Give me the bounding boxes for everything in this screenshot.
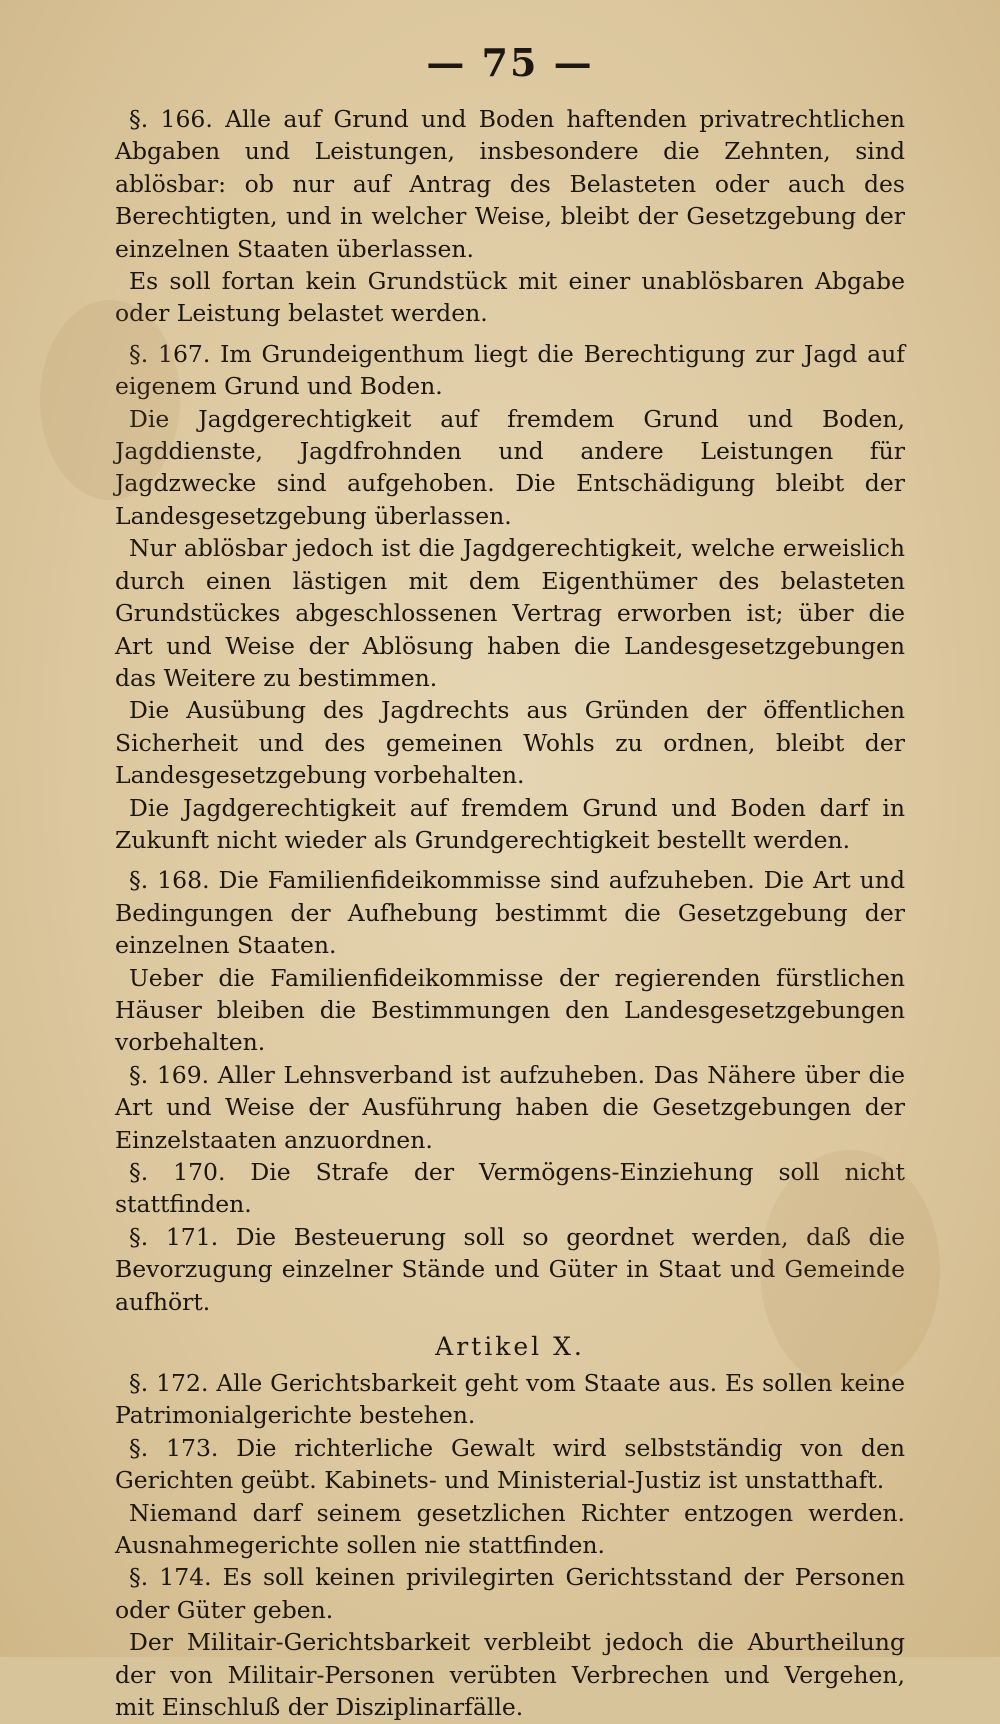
paragraph-173-judge: Niemand darf seinem gesetzlichen Richter entzogen werden. Ausnahmegerichte sollen nie stattfinden. (115, 1498, 905, 1560)
paragraph-167-hunting: Die Jagdgerechtigkeit auf fremdem Grund und Boden, Jagddienste, Jagdfrohnden und andere Leistungen für Jagdzwecke sind aufgehoben. Die Entschädigung bleibt der Landesgesetzgebung überlassen. (115, 404, 905, 530)
paragraph-167-exercise: Die Ausübung des Jagdrechts aus Gründen der öffentlichen Sicherheit und des gemeinen Wohls zu ordnen, bleibt der Landesgesetzgebung vorbehalten. (115, 696, 905, 790)
paragraph-166-cont: Es soll fortan kein Grundstück mit einer unablösbaren Abgabe oder Leistung belastet werden. (115, 267, 905, 328)
paragraph-172: §. 172. Alle Gerichtsbarkeit geht vom Staate aus. Es sollen keine Patrimonialgerichte bestehen. (115, 1369, 905, 1430)
paragraph-168: §. 168. Die Familienfideikommisse sind aufzuheben. Die Art und Bedingungen der Aufhebung bestimmt die Gesetzgebung der einzelnen Staaten. (115, 866, 905, 960)
paragraph-167-redeemable: Nur ablösbar jedoch ist die Jagdgerechtigkeit, welche erweislich durch einen lästigen mit dem Eigenthümer des belasteten Grundstückes abgeschlossenen Vertrag erworben ist; über die Art und Weise der Ablösung haben die Landesgesetzgebungen das Weitere zu bestimmen. (115, 534, 905, 692)
paragraph-168-houses: Ueber die Familienfideikommisse der regierenden fürstlichen Häuser bleiben die Bestimmungen den Landesgesetzgebungen vorbehalten. (115, 963, 905, 1057)
paragraph-173: §. 173. Die richterliche Gewalt wird selbstständig von den Gerichten geübt. Kabinets- und Ministerial-Justiz ist unstatthaft. (115, 1433, 905, 1495)
page-number: — 75 — (426, 40, 594, 85)
paragraph-174: §. 174. Es soll keinen privilegirten Gerichtsstand der Personen oder Güter geben. (115, 1563, 905, 1624)
paragraph-174-military: Der Militair-Gerichtsbarkeit verbleibt jedoch die Aburtheilung der von Militair-Personen verübten Verbrechen und Vergehen, mit Einschluß der Disziplinarfälle. (115, 1628, 905, 1722)
article-heading: Artikel X. (435, 1332, 585, 1362)
paragraph-171: §. 171. Die Besteuerung soll so geordnet werden, daß die Bevorzugung einzelner Stände und Güter in Staat und Gemeinde aufhört. (115, 1222, 905, 1316)
paragraph-167: §. 167. Im Grundeigenthum liegt die Berechtigung zur Jagd auf eigenem Grund und Boden. (115, 339, 905, 401)
paragraph-167-future: Die Jagdgerechtigkeit auf fremdem Grund und Boden darf in Zukunft nicht wieder als Grundgerechtigkeit bestellt werden. (115, 793, 905, 854)
paragraph-170: §. 170. Die Strafe der Vermögens-Einziehung soll nicht stattfinden. (115, 1158, 905, 1219)
paragraph-166: §. 166. Alle auf Grund und Boden haftenden privatrechtlichen Abgaben und Leistungen, insbesondere die Zehnten, sind ablösbar: ob nur auf Antrag des Belasteten oder auch des Berechtigten, und in welcher Weise, bleibt der Gesetzgebung der einzelnen Staaten überlassen. (115, 105, 905, 263)
paragraph-169: §. 169. Aller Lehnsverband ist aufzuheben. Das Nähere über die Art und Weise der Ausführung haben die Gesetzgebungen der Einzelstaaten anzuordnen. (115, 1060, 905, 1154)
